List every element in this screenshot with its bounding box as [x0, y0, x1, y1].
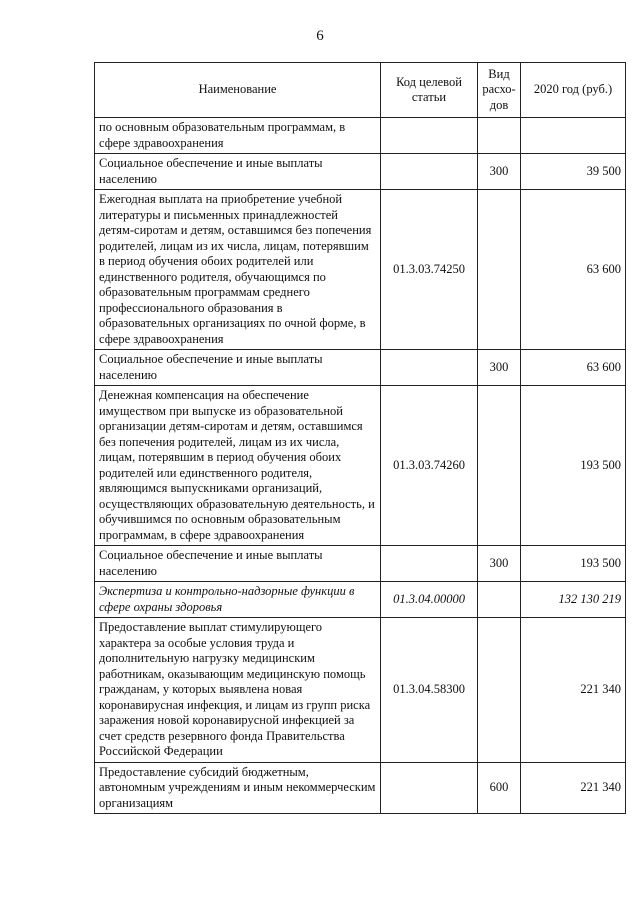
- table-row: [95, 190, 626, 350]
- table-body: [95, 118, 626, 814]
- cell-type: 300: [478, 546, 521, 582]
- page-number: 6: [316, 28, 324, 44]
- cell-name: Предоставление субсидий бюджетным, автономным учреждениям и иным некоммерческим организациям: [95, 762, 381, 814]
- cell-name: Ежегодная выплата на приобретение учебной литературы и письменных принадлежностей детям-сиротам и детям, оставшимся без попечения родителей, лицам из их числа, лицам, потерявшим в период обучения обоих родителей или единственного родителя, обучающимся по образовательным программам среднего профессионального образования в образовательных организациях по очной форме, в сфере здравоохранения: [95, 190, 381, 350]
- cell-sum: 39 500: [521, 154, 626, 190]
- cell-sum: 221 340: [521, 618, 626, 763]
- cell-code: [381, 118, 478, 154]
- cell-type: 600: [478, 762, 521, 814]
- cell-name: Социальное обеспечение и иные выплаты населению: [95, 546, 381, 582]
- cell-name: Денежная компенсация на обеспечение имуществом при выпуске из образовательной организации детям-сиротам и детям, оставшимся без попечения родителей, лицам из их числа, лицам, потерявшим в период обучения обоих родителей или единственного родителя, являющимся выпускниками организаций, осуществляющих образовательную деятельность, и обучившимся по основным образовательным программам, в сфере здравоохранения: [95, 386, 381, 546]
- table-header-row: [95, 63, 626, 118]
- cell-code: [381, 350, 478, 386]
- cell-type: [478, 190, 521, 350]
- cell-sum: 132 130 219: [521, 582, 626, 618]
- table-row: [95, 350, 626, 386]
- cell-code: 01.3.04.00000: [381, 582, 478, 618]
- header-type: Вид расхо-дов: [478, 63, 521, 118]
- cell-sum: 63 600: [521, 350, 626, 386]
- cell-type: [478, 386, 521, 546]
- cell-code: 01.3.03.74250: [381, 190, 478, 350]
- cell-name: Предоставление выплат стимулирующего характера за особые условия труда и дополнительную нагрузку медицинским работникам, оказывающим медицинскую помощь гражданам, у которых выявлена новая коронавирусная инфекция, и лицам из групп риска заражения новой коронавирусной инфекцией за счет средств резервного фонда Правительства Российской Федерации: [95, 618, 381, 763]
- cell-code: 01.3.03.74260: [381, 386, 478, 546]
- table-row: [95, 154, 626, 190]
- table-row: [95, 546, 626, 582]
- cell-sum: [521, 118, 626, 154]
- cell-type: 300: [478, 350, 521, 386]
- cell-sum: 221 340: [521, 762, 626, 814]
- table-row: [95, 762, 626, 814]
- table-row: [95, 386, 626, 546]
- cell-name: Социальное обеспечение и иные выплаты населению: [95, 154, 381, 190]
- table-row: [95, 618, 626, 763]
- cell-name: Социальное обеспечение и иные выплаты населению: [95, 350, 381, 386]
- cell-type: [478, 118, 521, 154]
- budget-table: [94, 62, 626, 814]
- table-row: [95, 582, 626, 618]
- header-code: Код целевой статьи: [381, 63, 478, 118]
- cell-code: [381, 154, 478, 190]
- header-sum: 2020 год (руб.): [521, 63, 626, 118]
- header-name: Наименование: [95, 63, 381, 118]
- cell-code: [381, 762, 478, 814]
- cell-type: 300: [478, 154, 521, 190]
- cell-type: [478, 618, 521, 763]
- cell-sum: 193 500: [521, 386, 626, 546]
- cell-name: Экспертиза и контрольно-надзорные функции в сфере охраны здоровья: [95, 582, 381, 618]
- table-row: [95, 118, 626, 154]
- cell-type: [478, 582, 521, 618]
- cell-code: 01.3.04.58300: [381, 618, 478, 763]
- cell-code: [381, 546, 478, 582]
- cell-sum: 63 600: [521, 190, 626, 350]
- cell-sum: 193 500: [521, 546, 626, 582]
- cell-name: по основным образовательным программам, в сфере здравоохранения: [95, 118, 381, 154]
